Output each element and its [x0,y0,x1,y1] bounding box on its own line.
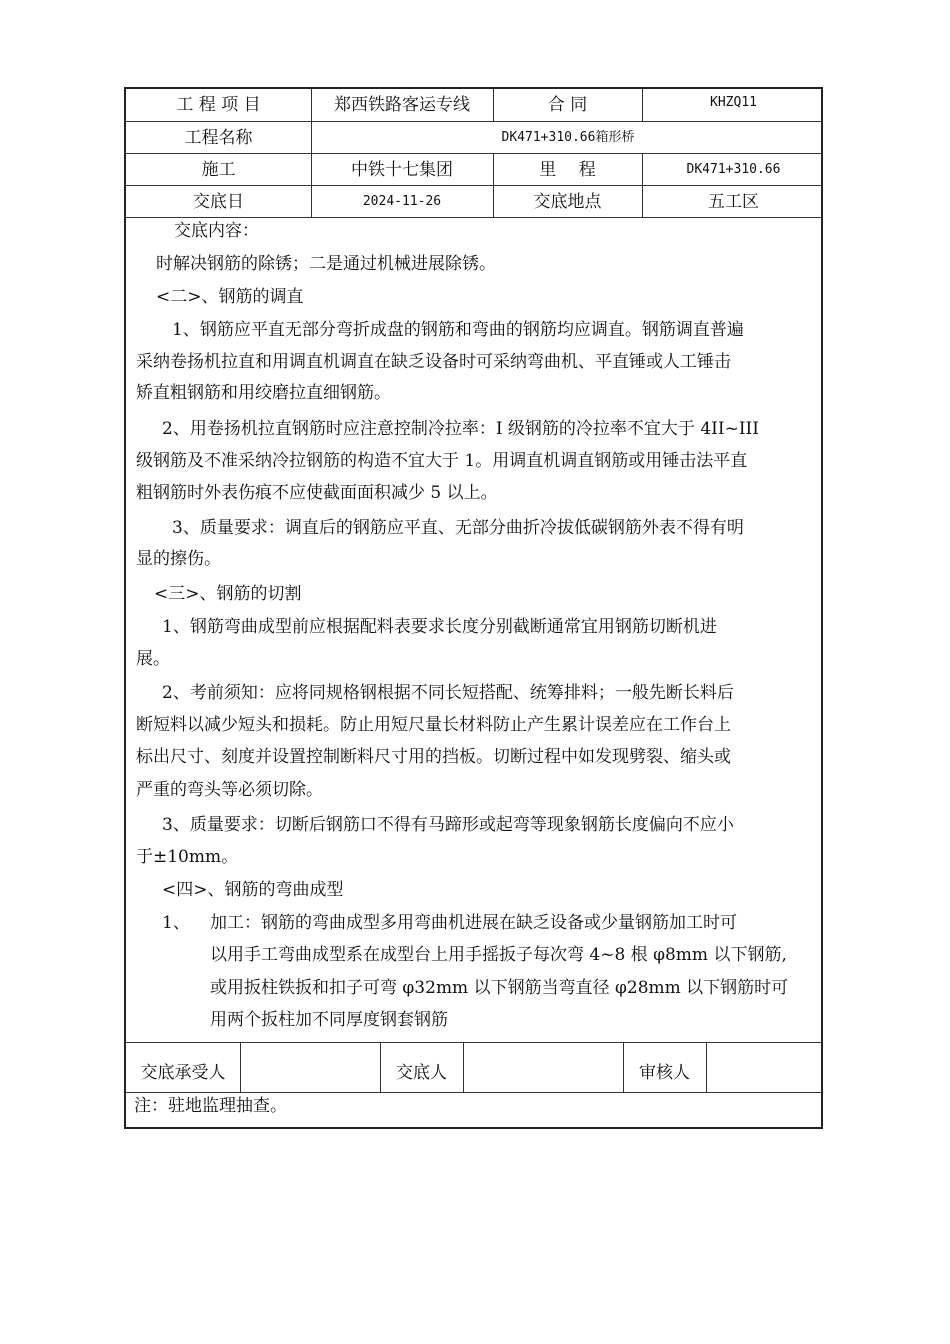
content-line: 时解决钢筋的除锈；二是通过机械进展除锈。 [156,254,496,274]
project-label: 工 程 项 目 [176,95,261,115]
row-divider [126,217,821,218]
content-line: 2、考前须知：应将同规格钢根据不同长短搭配、统筹排料；一般先断长料后 [162,683,734,703]
content-line: 采纳卷扬机拉直和用调直机调直在缺乏设备时可采纳弯曲机、平直锤或人工锤击 [136,352,731,372]
receiver-label: 交底承受人 [140,1062,226,1083]
content-line: 2、用卷扬机拉直钢筋时应注意控制冷拉率：I 级钢筋的冷拉率不宜大于 4II~III [162,419,759,439]
date-value: 2024-11-26 [362,193,442,209]
location-label: 交底地点 [533,191,602,212]
engineering-name-label: 工程名称 [184,127,253,148]
discloser-label: 交底人 [396,1062,447,1083]
location-value: 五工区 [708,191,759,212]
contract-label: 合 同 [547,95,588,115]
mileage-label: 里 程 [539,159,596,180]
section-heading: <二>、钢筋的调直 [156,287,304,307]
disclosure-form [124,87,823,1129]
list-number: 1、 [162,913,190,933]
content-line: 用两个扳柱加不同厚度钢套钢筋 [210,1010,448,1030]
content-line: 1、钢筋弯曲成型前应根据配料表要求长度分别截断通常宜用钢筋切断机进 [162,617,717,637]
date-label: 交底日 [193,191,244,212]
construction-label: 施工 [201,159,236,180]
construction-value: 中铁十七集团 [351,159,453,180]
reviewer-label: 审核人 [639,1062,690,1083]
content-line: 或用扳柱铁扳和扣子可弯 φ32mm 以下钢筋当弯直径 φ28mm 以下钢筋时可 [210,978,789,998]
project-value: 郑西铁路客运专线 [334,95,470,115]
content-line: 3、质量要求：调直后的钢筋应平直、无部分曲折冷拔低碳钢筋外表不得有明 [172,518,744,538]
engineering-name-value: DK471+310.66箱形桥 [501,129,635,145]
section-heading: <四>、钢筋的弯曲成型 [162,880,344,900]
content-line: 粗钢筋时外表伤痕不应使截面面积减少 5 以上。 [136,483,498,503]
discloser-signature-field[interactable] [463,1050,623,1090]
contract-value: KHZQ11 [710,95,757,110]
content-line: 标出尺寸、刻度并设置控制断料尺寸用的挡板。切断过程中如发现劈裂、缩头或 [136,747,731,767]
section-heading: <三>、钢筋的切割 [154,584,302,604]
content-line: 断短料以减少短头和损耗。防止用短尺量长材料防止产生累计误差应在工作台上 [136,715,731,735]
row-divider [126,1092,821,1093]
supervision-note: 注：驻地监理抽查。 [134,1096,287,1116]
content-line: 1、钢筋应平直无部分弯折成盘的钢筋和弯曲的钢筋均应调直。钢筋调直普遍 [172,320,744,340]
content-line: 展。 [136,649,170,669]
content-line: 3、质量要求：切断后钢筋口不得有马蹄形或起弯等现象钢筋长度偏向不应小 [162,815,734,835]
content-line: 加工：钢筋的弯曲成型多用弯曲机进展在缺乏设备或少量钢筋加工时可 [210,913,737,933]
reviewer-signature-field[interactable] [706,1050,825,1090]
content-line: 以用手工弯曲成型系在成型台上用手摇扳子每次弯 4~8 根 φ8mm 以下钢筋, [210,945,787,965]
mileage-value: DK471+310.66 [686,161,781,177]
receiver-signature-field[interactable] [240,1050,380,1090]
content-heading: 交底内容： [174,221,259,241]
row-divider [126,1042,821,1043]
content-line: 于±10mm。 [136,847,239,867]
content-line: 矫直粗钢筋和用绞磨拉直细钢筋。 [136,383,391,403]
content-line: 显的擦伤。 [136,549,221,569]
content-line: 严重的弯头等必须切除。 [136,780,323,800]
content-line: 级钢筋及不准采纳冷拉钢筋的构造不宜大于 1。用调直机调直钢筋或用锤击法平直 [136,451,748,471]
